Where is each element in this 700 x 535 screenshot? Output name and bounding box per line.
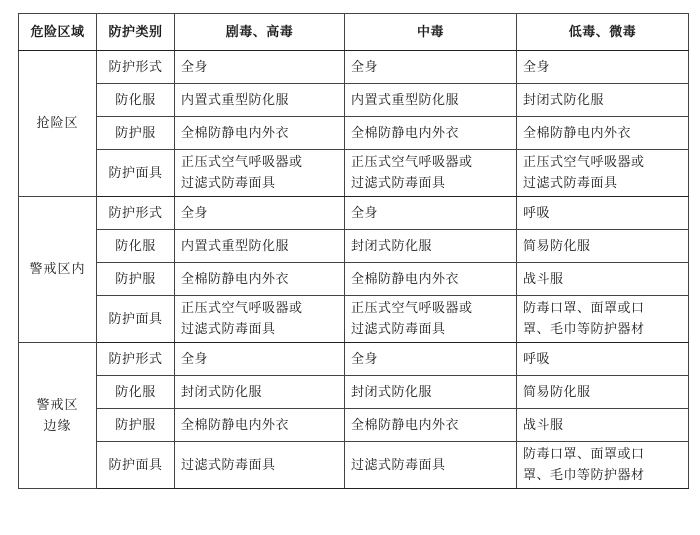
- value-low-toxic: 简易防化服: [517, 376, 689, 409]
- protection-type-cell: 防护面具: [97, 296, 175, 343]
- value-moderately-toxic: 封闭式防化服: [345, 376, 517, 409]
- value-low-toxic: 封闭式防化服: [517, 84, 689, 117]
- table-row: [19, 442, 689, 489]
- value-highly-toxic: 全身: [175, 197, 345, 230]
- protection-type-cell: 防护面具: [97, 442, 175, 489]
- value-moderately-toxic: 全身: [345, 343, 517, 376]
- table-row: [19, 409, 689, 442]
- value-highly-toxic: 正压式空气呼吸器或 过滤式防毒面具: [175, 296, 345, 343]
- value-moderately-toxic: 过滤式防毒面具: [345, 442, 517, 489]
- table-row: [19, 150, 689, 197]
- protection-type-cell: 防护形式: [97, 197, 175, 230]
- region-cordon-edge: 警戒区 边缘: [19, 343, 97, 489]
- value-low-toxic: 全棉防静电内外衣: [517, 117, 689, 150]
- value-moderately-toxic: 全身: [345, 51, 517, 84]
- table-row: [19, 51, 689, 84]
- protection-type-cell: 防护服: [97, 117, 175, 150]
- table-row: [19, 263, 689, 296]
- protection-type-cell: 防护形式: [97, 51, 175, 84]
- value-low-toxic: 呼吸: [517, 197, 689, 230]
- protection-type-cell: 防护服: [97, 263, 175, 296]
- header-moderately-toxic: 中毒: [345, 14, 517, 51]
- value-moderately-toxic: 全身: [345, 197, 517, 230]
- value-highly-toxic: 全棉防静电内外衣: [175, 409, 345, 442]
- value-moderately-toxic: 封闭式防化服: [345, 230, 517, 263]
- protection-type-cell: 防化服: [97, 84, 175, 117]
- table-row: [19, 376, 689, 409]
- value-highly-toxic: 全身: [175, 343, 345, 376]
- protection-type-cell: 防化服: [97, 230, 175, 263]
- value-low-toxic: 防毒口罩、面罩或口 罩、毛巾等防护器材: [517, 296, 689, 343]
- value-low-toxic: 战斗服: [517, 263, 689, 296]
- value-highly-toxic: 正压式空气呼吸器或 过滤式防毒面具: [175, 150, 345, 197]
- value-highly-toxic: 内置式重型防化服: [175, 230, 345, 263]
- protection-type-cell: 防护服: [97, 409, 175, 442]
- header-danger-zone: 危险区域: [19, 14, 97, 51]
- table-row: [19, 197, 689, 230]
- value-low-toxic: 正压式空气呼吸器或 过滤式防毒面具: [517, 150, 689, 197]
- value-highly-toxic: 内置式重型防化服: [175, 84, 345, 117]
- value-low-toxic: 防毒口罩、面罩或口 罩、毛巾等防护器材: [517, 442, 689, 489]
- value-moderately-toxic: 全棉防静电内外衣: [345, 263, 517, 296]
- header-row: [19, 14, 689, 51]
- protection-type-cell: 防化服: [97, 376, 175, 409]
- table-row: [19, 84, 689, 117]
- value-low-toxic: 简易防化服: [517, 230, 689, 263]
- header-low-toxic: 低毒、微毒: [517, 14, 689, 51]
- value-highly-toxic: 全身: [175, 51, 345, 84]
- value-low-toxic: 全身: [517, 51, 689, 84]
- value-moderately-toxic: 正压式空气呼吸器或 过滤式防毒面具: [345, 296, 517, 343]
- header-highly-toxic: 剧毒、高毒: [175, 14, 345, 51]
- value-moderately-toxic: 内置式重型防化服: [345, 84, 517, 117]
- header-protection-category: 防护类别: [97, 14, 175, 51]
- value-low-toxic: 战斗服: [517, 409, 689, 442]
- value-moderately-toxic: 全棉防静电内外衣: [345, 409, 517, 442]
- protection-type-cell: 防护形式: [97, 343, 175, 376]
- value-moderately-toxic: 正压式空气呼吸器或 过滤式防毒面具: [345, 150, 517, 197]
- table-header: [19, 14, 689, 51]
- table-row: [19, 117, 689, 150]
- value-low-toxic: 呼吸: [517, 343, 689, 376]
- table-row: [19, 230, 689, 263]
- table-row: [19, 296, 689, 343]
- value-highly-toxic: 全棉防静电内外衣: [175, 117, 345, 150]
- region-rescue-zone: 抢险区: [19, 51, 97, 197]
- table-body: [19, 51, 689, 489]
- protection-table: [18, 13, 689, 489]
- table-row: [19, 343, 689, 376]
- value-highly-toxic: 全棉防静电内外衣: [175, 263, 345, 296]
- region-inner-cordon: 警戒区内: [19, 197, 97, 343]
- value-moderately-toxic: 全棉防静电内外衣: [345, 117, 517, 150]
- protection-type-cell: 防护面具: [97, 150, 175, 197]
- value-highly-toxic: 封闭式防化服: [175, 376, 345, 409]
- value-highly-toxic: 过滤式防毒面具: [175, 442, 345, 489]
